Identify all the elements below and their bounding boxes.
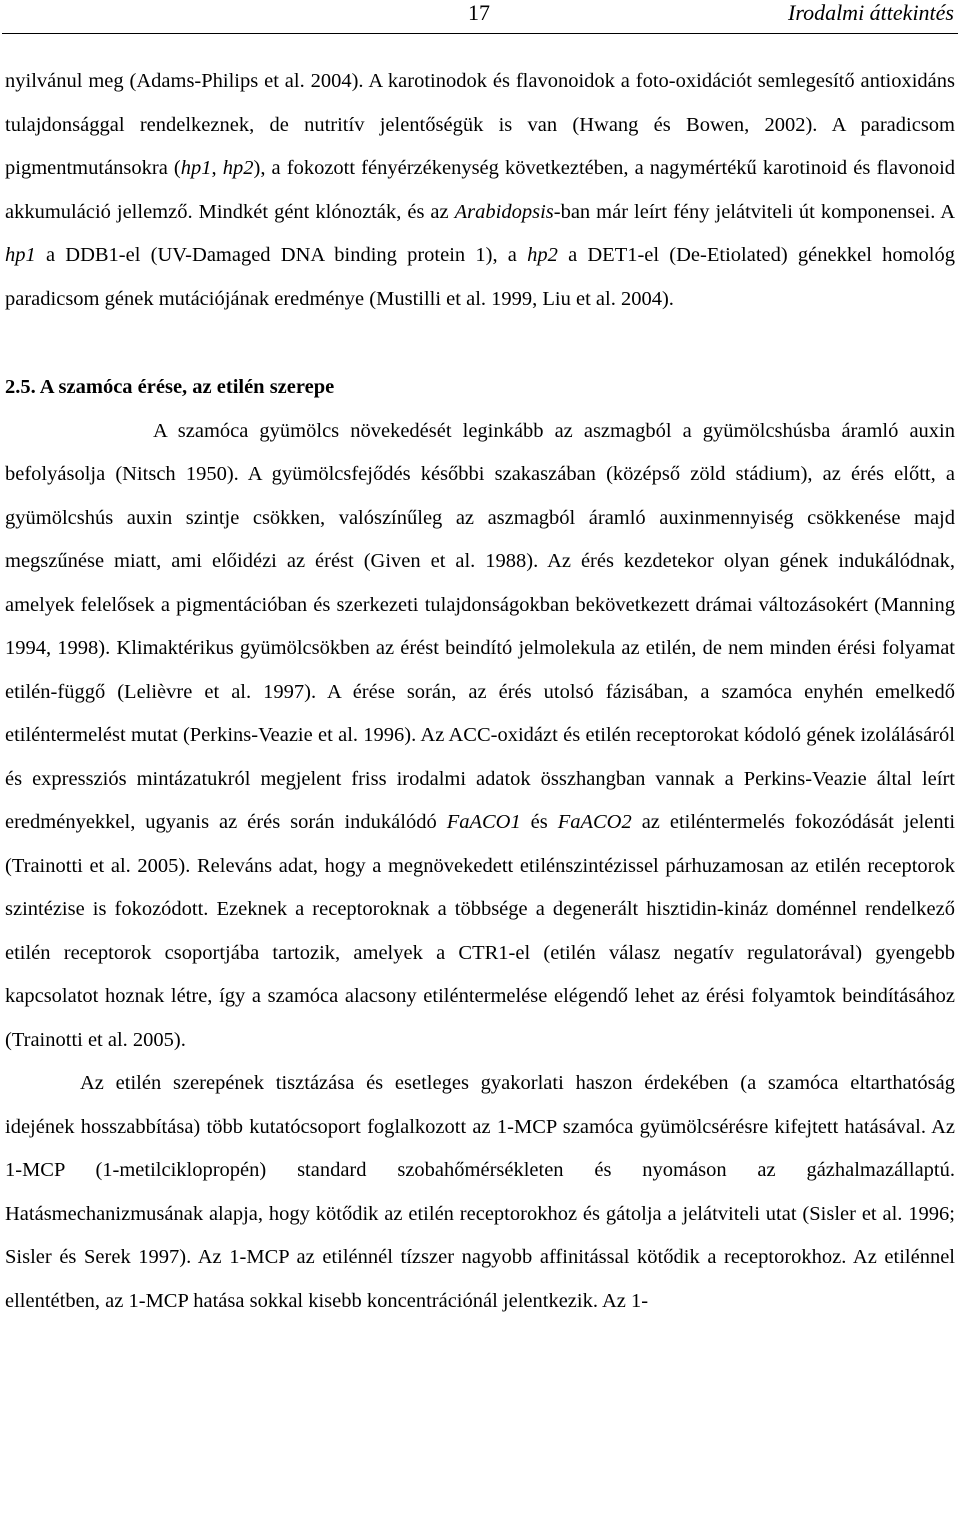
text-run: az etiléntermelés fokozódását jelenti (Trainotti et al. 2005). Releváns adat, hogy a megnövekedett etilénszintézissel párhuzamosan az etilén receptorok szintézise is fokozódott. Ezeknek a receptoroknak a többsége a degenerált hisztidin-kináz doménnel rendelkező etilén receptorok csoportjába tartozik, amelyek a CTR1-el (etilén válasz negatív regulatorával) gyengebb kapcsolatot hoznak létre, így a szamóca alacsony etiléntermelése elégendő lehet az érési folyamtok beindításához (Trainotti et al. 2005). <box>5 811 956 1051</box>
paragraph-strawberry-ripening <box>5 410 955 1063</box>
paragraph-1mcp: Az etilén szerepének tisztázása és esetleges gyakorlati haszon érdekében (a szamóca eltarthatóság idejének hosszabbítása) több kutatócsoport foglalkozott az 1-MCP szamóca gyümölcsérésre kifejtett hatásával. Az 1-MCP (1-metilciklopropén) standard szobahőmérsékleten és nyomáson az gázhalmazállaptú. Hatásmechanizmusának alapja, hogy kötődik az etilén receptorokhoz és gátolja a jelátviteli utat (Sisler et al. 1996; Sisler és Serek 1997). Az 1-MCP az etilénnél tízszer nagyobb affinitással kötődik a receptorokhoz. Az etilénnel ellentétben, az 1-MCP hatása sokkal kisebb koncentrációnál jelentkezik. Az 1- <box>5 1072 955 1312</box>
text-run: ), a fokozott fényérzékenység következtében, a nagymértékű karotinoid és flavonoid akkumuláció jellemző. Mindkét gént klónozták, és az <box>5 157 956 223</box>
text-run: A szamóca gyümölcs növekedését leginkább az aszmagból a gyümölcshúsba áramló auxin befolyásolja (Nitsch 1950). A gyümölcsfejődés későbbi szakaszában (középső zöld stádium), az érés előtt, a gyümölcshús auxin szintje csökken, valószínűleg az aszmagból áramló auxinmennyiség csökkenése majd megszűnése miatt, ami előidézi az érést (Given et al. 1988). Az érés kezdetekor olyan gének indukálódnak, amelyek felelősek a pigmentációban és szerkezeti tulajdonságokban bekövetkezett drámai változásokért (Manning 1994, 1998). Klimaktérikus gyümölcsökben az érést beindító jelmolekula az etilén, de nem minden érési folyamat etilén-függő (Lelièvre et al. 1997). A érése során, az érés utolsó fázisában, a szamóca enyhén emelkedő etiléntermelést mutat (Perkins-Veazie et al. 1996). Az ACC-oxidázt és etilén receptorokat kódoló gének izolálásáról és expressziós mintázatukról megjelent friss irodalmi adatok összhangban vannak a Perkins-Veazie által leírt eredményekkel, ugyanis az érés során indukálódó <box>5 419 955 833</box>
text-run: -ban már leírt fény jelátviteli út komponensei. A <box>553 200 955 223</box>
gene-name-hp1: hp1 <box>180 157 212 179</box>
paragraph-spacer <box>5 321 955 366</box>
gene-name-faaco1: FaACO1 <box>446 811 521 833</box>
page-header <box>0 0 958 32</box>
gene-name-hp2: hp2 <box>527 244 558 266</box>
gene-name-faaco2: FaACO2 <box>557 811 632 833</box>
gene-name-hp2: hp2 <box>222 157 254 179</box>
paragraph-pigment-mutants <box>5 60 955 321</box>
text-run: nyilvánul meg (Adams-Philips et al. 2004). A karotinodok és flavonoidok a foto-oxidációt semlegesítő antioxidáns tulajdonsággal rendelkeznek, de nutritív jelentőségük is van (Hwang és Bowen, 2002). A paradicsom pigmentmutánsokra ( <box>5 70 955 179</box>
species-name-arabidopsis: Arabidopsis <box>454 200 554 223</box>
header-rule <box>2 33 958 34</box>
section-heading: 2.5. A szamóca érése, az etilén szerepe <box>5 376 335 398</box>
text-run: , <box>211 157 223 179</box>
text-run: a DET1-el (De-Etiolated) génekkel homológ paradicsom gének mutációjának eredménye (Mustilli et al. 1999, Liu et al. 2004). <box>5 244 955 310</box>
text-run: és <box>520 811 558 833</box>
gene-name-hp1: hp1 <box>5 244 36 266</box>
text-run: a DDB1-el (UV-Damaged DNA binding protein 1), a <box>35 244 528 266</box>
running-section-title: Irodalmi áttekintés <box>788 0 954 25</box>
body-text <box>5 60 955 1323</box>
page-number: 17 <box>468 0 490 25</box>
